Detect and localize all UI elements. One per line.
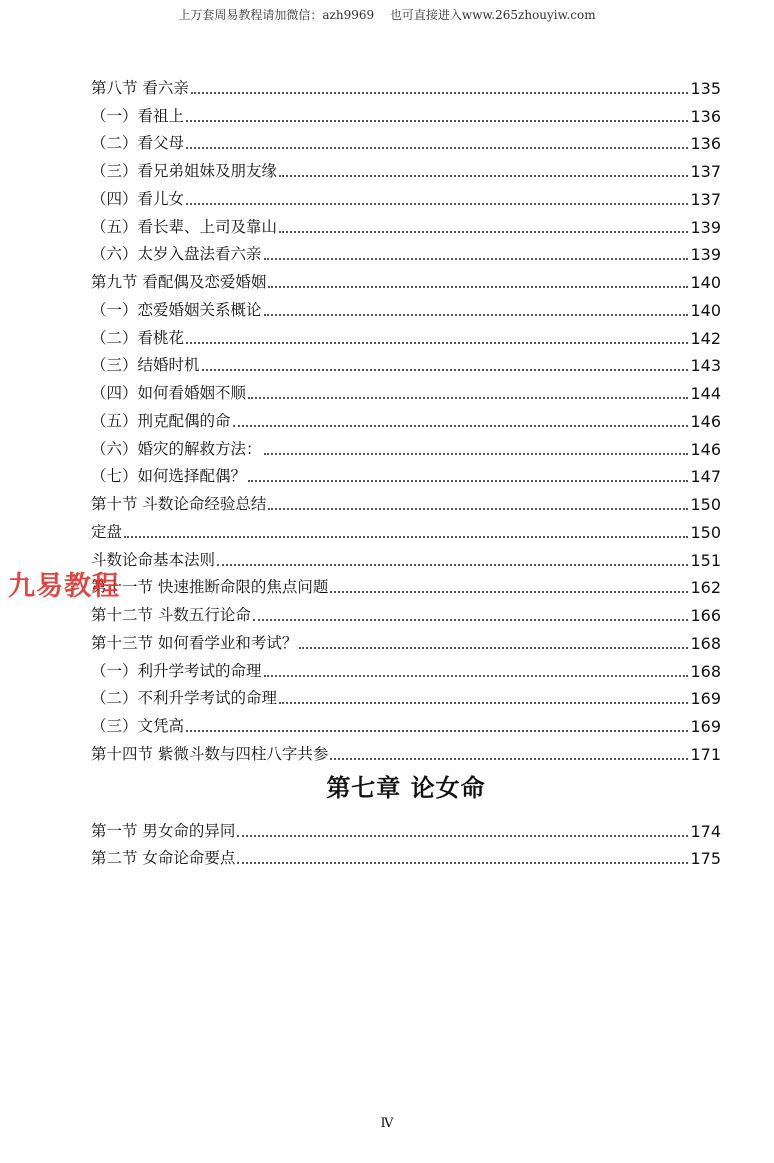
toc-section-after — [91, 814, 721, 870]
dot-leader — [186, 120, 688, 122]
toc-entry — [91, 99, 721, 127]
toc-entry-page: 139 — [690, 217, 721, 237]
dot-leader — [186, 147, 688, 149]
dot-leader — [299, 647, 688, 649]
dot-leader — [186, 203, 688, 205]
toc-entry-title: （二）看父母 — [91, 134, 185, 153]
dot-leader — [217, 564, 688, 566]
toc-entry-page: 144 — [690, 384, 721, 403]
dot-leader — [330, 758, 688, 760]
toc-entry-title: 第十二节 斗数五行论命 — [91, 606, 251, 624]
page-header-banner: 上万套周易教程请加微信：azh9969 也可直接进入www.265zhouyiw.com — [178, 8, 596, 22]
toc-entry — [91, 842, 721, 870]
dot-leader — [248, 480, 688, 482]
table-of-contents — [91, 71, 721, 869]
toc-entry — [91, 682, 721, 710]
dot-leader — [202, 369, 689, 371]
dot-leader — [268, 508, 688, 510]
toc-entry-page: 146 — [690, 411, 721, 431]
dot-leader — [264, 675, 689, 677]
toc-entry-title: （一）恋爱婚姻关系概论 — [91, 300, 262, 319]
dot-leader — [279, 231, 688, 233]
toc-entry — [91, 709, 721, 737]
toc-entry — [91, 543, 721, 571]
toc-entry-page: 174 — [690, 821, 721, 841]
toc-entry-page: 143 — [690, 356, 721, 376]
toc-entry-title: （六）太岁入盘法看六亲 — [91, 245, 262, 264]
toc-entry — [91, 404, 721, 432]
toc-entry-page: 162 — [690, 578, 721, 598]
dot-leader — [248, 397, 688, 399]
toc-entry-page: 169 — [690, 689, 721, 709]
dot-leader — [233, 425, 689, 427]
toc-entry-page: 142 — [690, 328, 721, 348]
toc-entry — [91, 293, 721, 321]
page-number: Ⅳ — [380, 1116, 394, 1131]
toc-entry-page: 146 — [690, 439, 721, 459]
watermark-logo: 九易教程 — [8, 571, 120, 602]
dot-leader — [264, 258, 689, 260]
toc-entry — [91, 737, 721, 765]
toc-entry — [91, 432, 721, 460]
toc-entry — [91, 487, 721, 515]
toc-entry-page: 136 — [690, 106, 721, 126]
toc-entry-title: （七）如何选择配偶？ — [91, 467, 247, 486]
toc-entry-title: （三）结婚时机 — [91, 356, 200, 375]
toc-entry — [91, 127, 721, 155]
toc-entry-title: （一）利升学考试的命理 — [91, 661, 262, 680]
toc-entry — [91, 376, 721, 404]
toc-entry-title: （二）不利升学考试的命理 — [91, 689, 278, 708]
toc-entry-title: （四）如何看婚姻不顺 — [91, 384, 247, 402]
toc-entry-title: （二）看桃花 — [91, 328, 185, 347]
dot-leader — [268, 286, 688, 288]
toc-entry — [91, 238, 721, 266]
toc-entry-title: （三）看兄弟姐妹及朋友缘 — [91, 162, 278, 180]
toc-entry-page: 140 — [690, 300, 721, 320]
toc-entry-page: 171 — [690, 744, 721, 764]
toc-entry — [91, 814, 721, 842]
toc-entry-title: 第九节 看配偶及恋爱婚姻 — [91, 273, 267, 291]
toc-entry-page: 137 — [690, 162, 721, 181]
toc-entry — [91, 154, 721, 182]
toc-entry-title: 斗数论命基本法则 — [91, 550, 216, 569]
toc-entry — [91, 460, 721, 488]
dot-leader — [279, 175, 688, 177]
toc-entry — [91, 626, 721, 654]
dot-leader — [279, 702, 688, 704]
toc-entry-title: （四）看儿女 — [91, 189, 185, 208]
toc-entry-page: 169 — [690, 717, 721, 736]
toc-entry-title: （一）看祖上 — [91, 106, 185, 125]
toc-entry-title: 第十一节 快速推断命限的焦点问题 — [91, 578, 329, 597]
toc-entry-page: 168 — [690, 633, 721, 653]
dot-leader — [264, 453, 689, 455]
toc-entry-page: 140 — [690, 273, 721, 292]
toc-entry-page: 150 — [690, 495, 721, 514]
toc-entry-title: 第一节 男女命的异同 — [91, 821, 236, 840]
toc-entry — [91, 182, 721, 210]
toc-entry-title: （三）文凭高 — [91, 717, 185, 735]
toc-entry-title: （五）刑克配偶的命 — [91, 411, 231, 430]
dot-leader — [191, 92, 689, 94]
toc-entry-title: 第二节 女命论命要点 — [91, 849, 236, 868]
toc-entry — [91, 515, 721, 543]
toc-entry-page: 137 — [690, 189, 721, 209]
toc-entry-page: 147 — [690, 467, 721, 487]
toc-entry — [91, 598, 721, 626]
dot-leader — [237, 862, 688, 864]
toc-entry-page: 150 — [690, 522, 721, 542]
toc-entry — [91, 71, 721, 99]
toc-entry-page: 166 — [690, 606, 721, 625]
dot-leader — [237, 835, 688, 837]
toc-entry — [91, 571, 721, 599]
dot-leader — [253, 619, 689, 621]
toc-entry — [91, 349, 721, 377]
toc-entry-page: 136 — [690, 134, 721, 154]
toc-entry-title: 定盘 — [91, 522, 123, 541]
toc-entry — [91, 265, 721, 293]
toc-entry — [91, 321, 721, 349]
toc-entry-title: 第八节 看六亲 — [91, 78, 189, 97]
dot-leader — [186, 730, 688, 732]
toc-entry-page: 139 — [690, 245, 721, 265]
toc-entry-page: 151 — [690, 550, 721, 570]
toc-entry-page: 168 — [690, 661, 721, 681]
dot-leader — [264, 314, 689, 316]
chapter-title: 第七章 论女命 — [326, 773, 486, 802]
toc-entry-title: （六）婚灾的解救方法： — [91, 439, 262, 458]
toc-section-before — [91, 71, 721, 765]
toc-entry-title: 第十四节 紫微斗数与四柱八字共参 — [91, 744, 329, 763]
toc-entry — [91, 654, 721, 682]
dot-leader — [186, 342, 688, 344]
toc-entry-title: 第十三节 如何看学业和考试？ — [91, 633, 298, 652]
toc-entry — [91, 210, 721, 238]
dot-leader — [124, 536, 688, 538]
dot-leader — [330, 591, 688, 593]
toc-entry-page: 135 — [690, 78, 721, 98]
toc-entry-title: 第十节 斗数论命经验总结 — [91, 495, 267, 513]
toc-entry-page: 175 — [690, 849, 721, 869]
toc-entry-title: （五）看长辈、上司及靠山 — [91, 217, 278, 236]
